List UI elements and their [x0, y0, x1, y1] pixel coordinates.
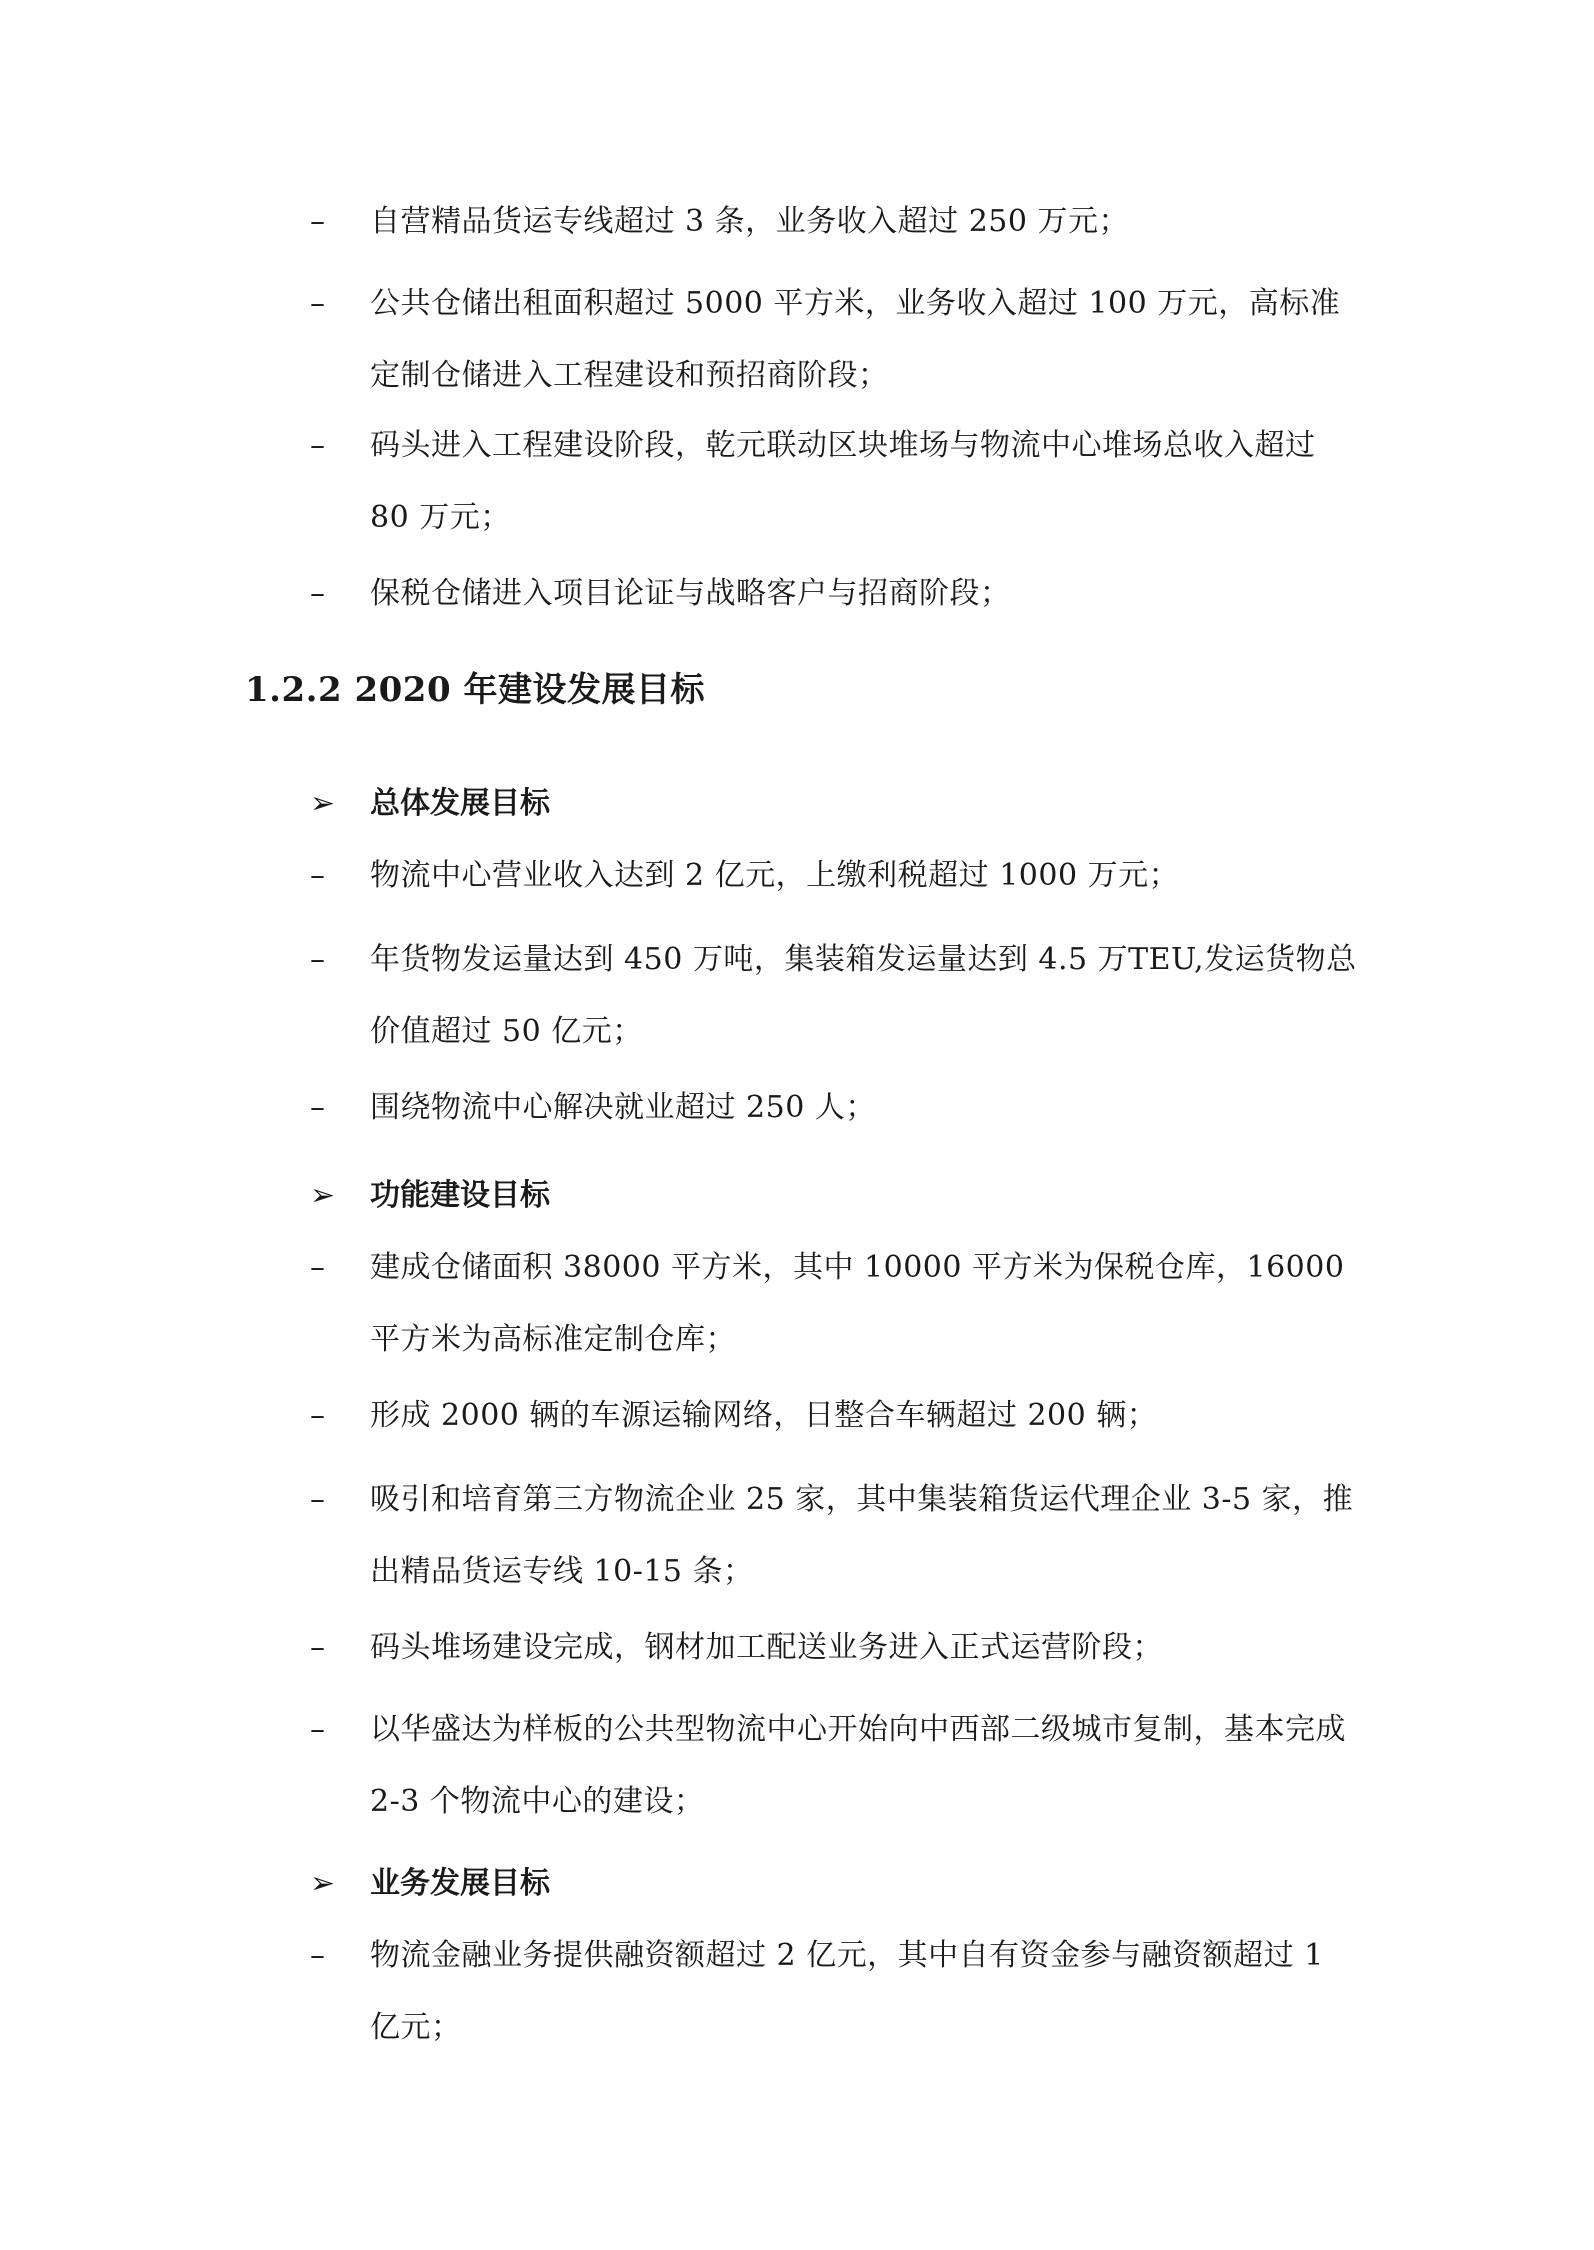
list-item [310, 1380, 1360, 1452]
list-item-text: 年货物发运量达到 450 万吨，集装箱发运量达到 4.5 万TEU,发运货物总价值超过 50 亿元； [370, 942, 1357, 1049]
list-item [310, 558, 1360, 630]
subheading-overall [310, 774, 550, 834]
dash-marker: – [310, 1712, 325, 1747]
list-item-text: 形成 2000 辆的车源运输网络，日整合车辆超过 200 辆； [370, 1398, 1158, 1433]
list-item-text: 公共仓储出租面积超过 5000 平方米，业务收入超过 100 万元，高标准定制仓储进入工程建设和预招商阶段； [370, 286, 1341, 393]
subheading-function [310, 1166, 550, 1226]
dash-marker: – [310, 858, 325, 893]
list-item [310, 1612, 1360, 1684]
dash-marker: – [310, 428, 325, 463]
subheading-business [310, 1854, 550, 1914]
list-item [310, 268, 1360, 412]
list-item [310, 924, 1360, 1068]
list-item-text: 物流中心营业收入达到 2 亿元，上缴利税超过 1000 万元； [370, 858, 1180, 893]
list-item-text: 吸引和培育第三方物流企业 25 家，其中集装箱货运代理企业 3-5 家，推出精品货运专线 10-15 条； [370, 1482, 1354, 1589]
dash-marker: – [310, 1250, 325, 1285]
list-item-text: 建成仓储面积 38000 平方米，其中 10000 平方米为保税仓库，16000 平方米为高标准定制仓库； [370, 1250, 1345, 1357]
subheading-text: 总体发展目标 [370, 786, 550, 821]
list-item [310, 1072, 1360, 1144]
list-item-text: 保税仓储进入项目论证与战略客户与招商阶段； [370, 576, 1011, 611]
subheading-text: 业务发展目标 [370, 1866, 550, 1901]
list-item [310, 410, 1360, 554]
section-heading: 1.2.2 2020 年建设发展目标 [245, 670, 705, 710]
list-item [310, 1920, 1360, 2064]
dash-marker: – [310, 1482, 325, 1517]
list-item-text: 码头进入工程建设阶段，乾元联动区块堆场与物流中心堆场总收入超过 80 万元； [370, 428, 1316, 535]
dash-marker: – [310, 1630, 325, 1665]
list-item [310, 840, 1360, 912]
list-item [310, 1464, 1360, 1608]
list-item-text: 以华盛达为样板的公共型物流中心开始向中西部二级城市复制，基本完成 2-3 个物流中心的建设； [370, 1712, 1346, 1819]
dash-marker: – [310, 204, 325, 239]
list-item [310, 1694, 1360, 1838]
list-item [310, 1232, 1360, 1376]
subheading-text: 功能建设目标 [370, 1178, 550, 1213]
dash-marker: – [310, 286, 325, 321]
dash-marker: – [310, 576, 325, 611]
dash-marker: – [310, 942, 325, 977]
dash-marker: – [310, 1938, 325, 1973]
arrow-bullet-icon: ➢ [310, 1178, 336, 1213]
list-item-text: 围绕物流中心解决就业超过 250 人； [370, 1090, 876, 1125]
list-item [310, 186, 1360, 258]
list-item-text: 码头堆场建设完成，钢材加工配送业务进入正式运营阶段； [370, 1630, 1163, 1665]
arrow-bullet-icon: ➢ [310, 786, 336, 821]
list-item-text: 物流金融业务提供融资额超过 2 亿元，其中自有资金参与融资额超过 1 亿元； [370, 1938, 1324, 2045]
dash-marker: – [310, 1398, 325, 1433]
dash-marker: – [310, 1090, 325, 1125]
list-item-text: 自营精品货运专线超过 3 条，业务收入超过 250 万元； [370, 204, 1129, 239]
arrow-bullet-icon: ➢ [310, 1866, 336, 1901]
